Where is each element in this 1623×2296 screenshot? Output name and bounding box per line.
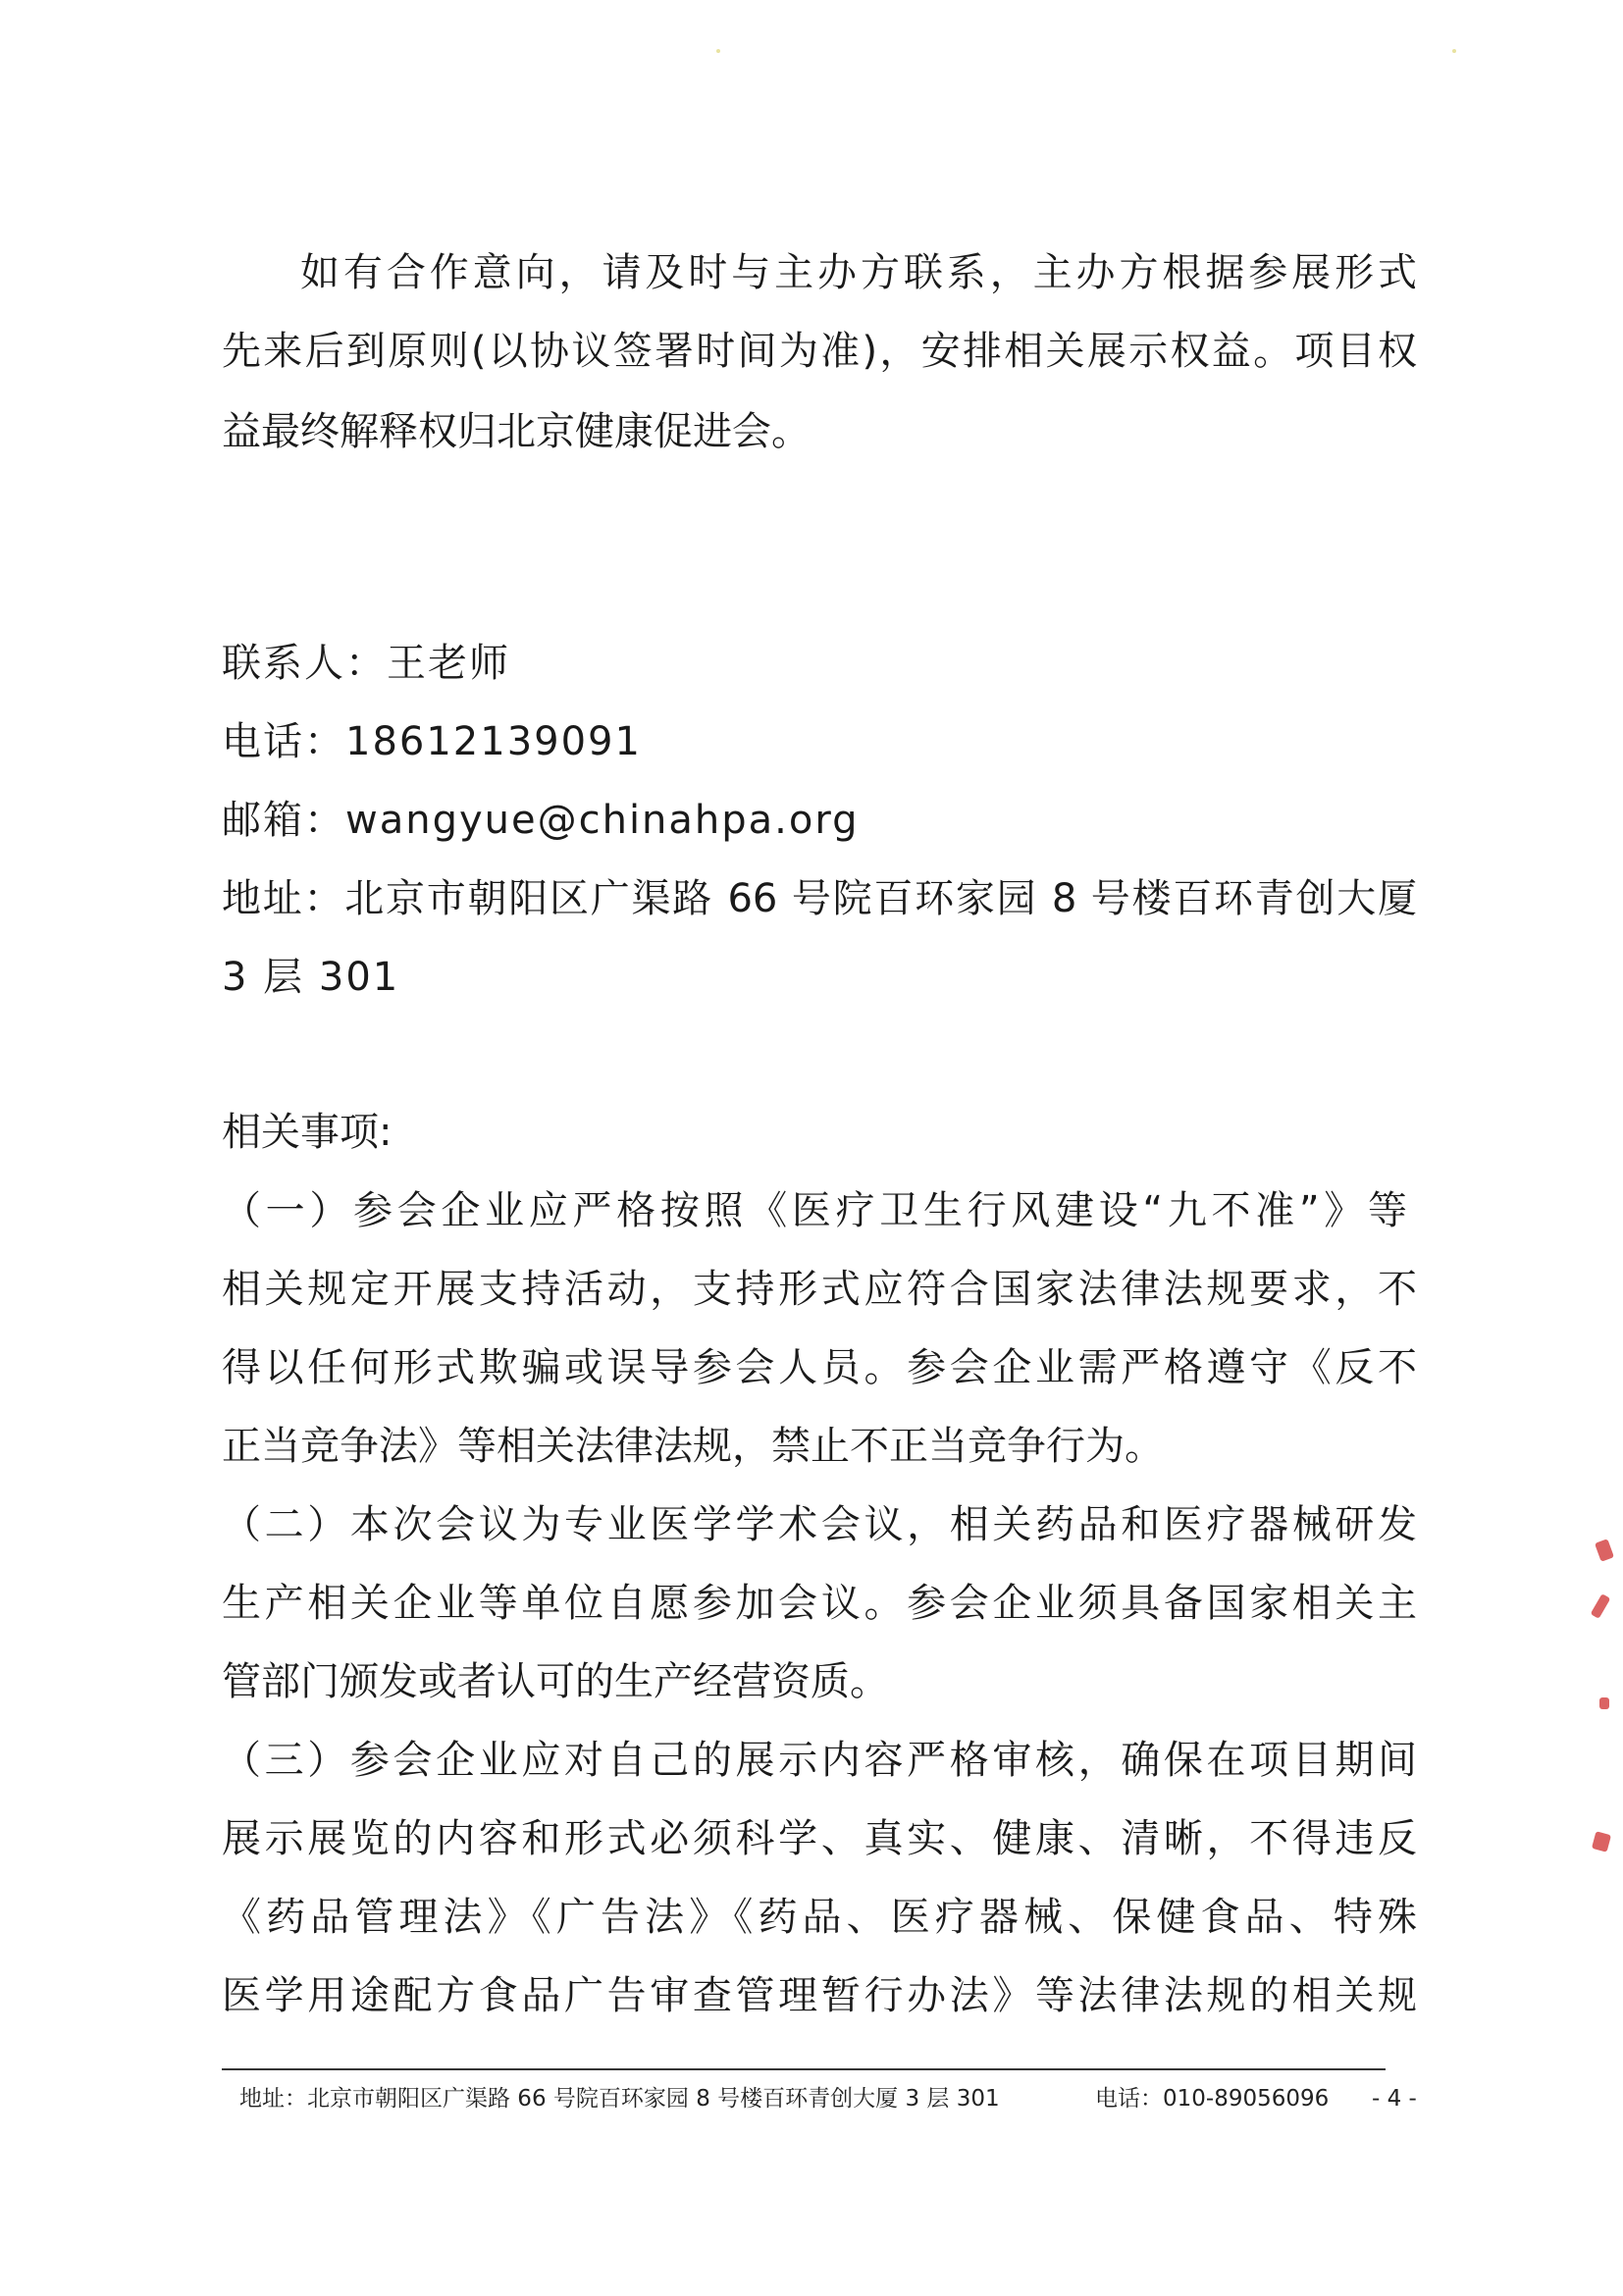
matters-line-6: 生产相关企业等单位自愿参加会议。参会企业须具备国家相关主 [222,1581,1417,1626]
contact-address-line-1: 地址：北京市朝阳区广渠路 66 号院百环家园 8 号楼百环青创大厦 [222,876,1417,921]
seal-fragment [1591,1593,1611,1619]
contact-address-line-2: 3 层 301 [222,955,400,1000]
contact-phone: 电话：18612139091 [222,719,642,764]
footer-divider [222,2068,1386,2070]
seal-fragment [1595,1539,1614,1562]
matters-heading: 相关事项: [222,1110,393,1155]
matters-line-5: （二）本次会议为专业医学学术会议，相关药品和医疗器械研发 [222,1502,1417,1547]
matters-line-8: （三）参会企业应对自己的展示内容严格审核，确保在项目期间 [222,1738,1417,1783]
seal-fragment [1592,1831,1611,1852]
page-number: - 4 - [1372,2086,1417,2112]
matters-line-9: 展示展览的内容和形式必须科学、真实、健康、清晰，不得违反 [222,1816,1417,1861]
scan-speck [1452,49,1456,53]
matters-line-10: 《药品管理法》《广告法》《药品、医疗器械、保健食品、特殊 [222,1895,1417,1940]
matters-line-7: 管部门颁发或者认可的生产经营资质。 [222,1659,889,1704]
matters-line-4: 正当竞争法》等相关法律法规，禁止不正当竞争行为。 [222,1424,1164,1469]
seal-fragment [1599,1697,1609,1709]
intro-line-3: 益最终解释权归北京健康促进会。 [222,409,811,454]
intro-line-1: 如有合作意向，请及时与主办方联系，主办方根据参展形式 [300,250,1417,295]
contact-person: 联系人：王老师 [222,641,510,686]
footer-address: 地址：北京市朝阳区广渠路 66 号院百环家园 8 号楼百环青创大厦 3 层 301 [239,2086,1000,2112]
contact-email: 邮箱：wangyue@chinahpa.org [222,798,860,843]
intro-line-2: 先来后到原则(以协议签署时间为准)，安排相关展示权益。项目权 [222,329,1417,374]
matters-line-1: （一）参会企业应严格按照《医疗卫生行风建设“九不准”》等 [222,1188,1407,1233]
matters-line-11: 医学用途配方食品广告审查管理暂行办法》等法律法规的相关规 [222,1973,1417,2018]
matters-line-2: 相关规定开展支持活动，支持形式应符合国家法律法规要求，不 [222,1267,1417,1312]
scan-speck [716,49,720,53]
footer-phone: 电话：010-89056096 [1095,2086,1330,2112]
matters-line-3: 得以任何形式欺骗或误导参会人员。参会企业需严格遵守《反不 [222,1345,1417,1390]
